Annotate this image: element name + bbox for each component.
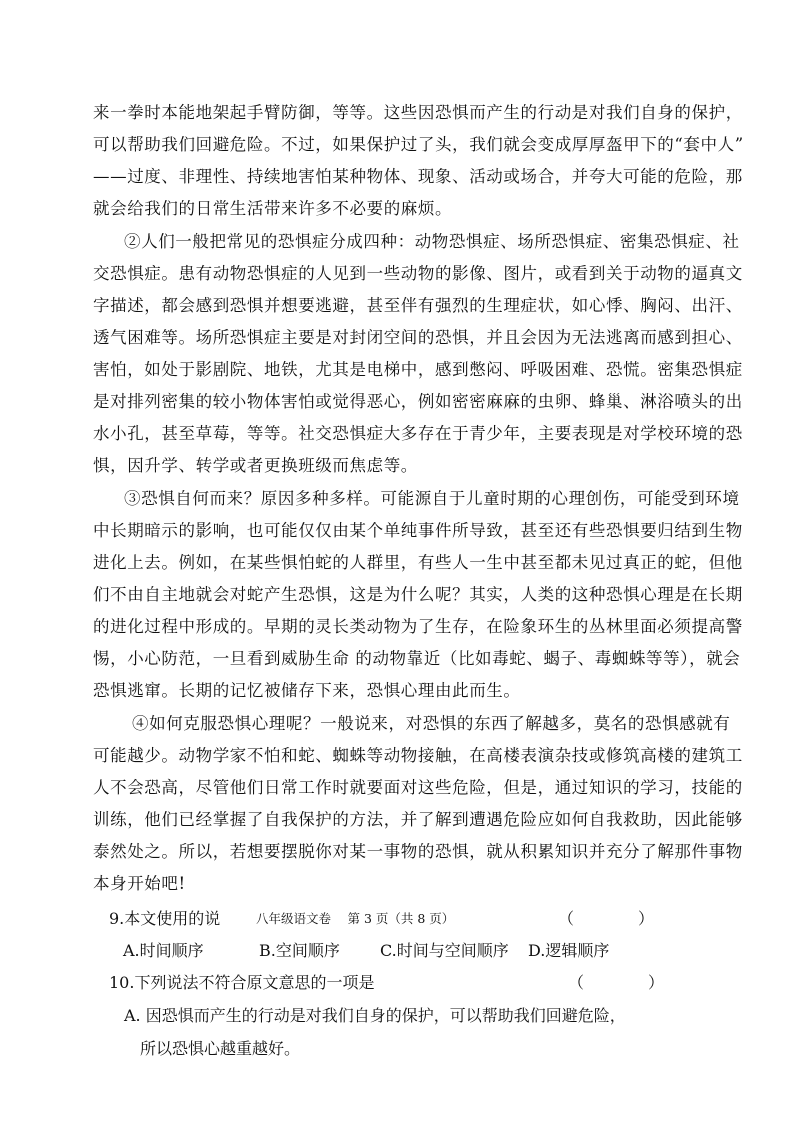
paragraph-3-line-4: 们不由自主地就会对蛇产生恐惧，这是为什么呢？其实，人类的这种恐惧心理是在长期 [93, 585, 743, 604]
question-10-stem: 10.下列说法不符合原文意思的一项是 [109, 973, 375, 992]
paragraph-3-line-1: ③恐惧自何而来？原因多种多样。可能源自于儿童时期的心理创伤，可能受到环境 [124, 489, 740, 508]
paragraph-2-line-3: 字描述，都会感到恐惧并想要逃避，甚至伴有强烈的生理症状，如心悸、胸闷、出汗、 [93, 296, 743, 315]
question-9-option-a[interactable]: A.时间顺序 [123, 941, 204, 960]
paragraph-2-line-6: 是对排列密集的较小物体害怕或觉得恶心，例如密密麻麻的虫卵、蜂巢、淋浴喷头的出 [93, 392, 743, 411]
paragraph-4-line-4: 训练，他们已经掌握了自我保护的方法，并了解到遭遇危险应如何自我救助，因此能够 [93, 810, 743, 829]
paragraph-4-line-3: 人不会恐高，尽管他们日常工作时就要面对这些危险，但是，通过知识的学习，技能的 [93, 778, 743, 797]
paragraph-4-line-6: 本身开始吧! [93, 874, 186, 893]
question-9-option-c[interactable]: C.时间与空间顺序 [380, 941, 509, 960]
paragraph-1-line-4: 就会给我们的日常生活带来许多不必要的麻烦。 [93, 199, 453, 218]
page-footer: 八年级语文卷 第 3 页（共 8 页） [256, 911, 455, 926]
paragraph-1-line-3: ——过度、非理性、持续地害怕某种物体、现象、活动或场合，并夸大可能的危险，那 [93, 167, 743, 186]
question-10-option-a-line-1[interactable]: A. 因恐惧而产生的行动是对我们自身的保护，可以帮助我们回避危险， [124, 1006, 626, 1025]
question-9-stem: 9.本文使用的说 [109, 909, 221, 928]
paragraph-2-line-8: 惧，因升学、转学或者更换班级而焦虑等。 [93, 456, 418, 475]
paragraph-3-line-5: 的进化过程中形成的。早期的灵长类动物为了生存，在险象环生的丛林里面必须提高警 [93, 617, 743, 636]
paragraph-4-line-2: 可能越少。动物学家不怕和蛇、蜘蛛等动物接触，在高楼表演杂技或修筑高楼的建筑工 [93, 746, 743, 765]
question-9-option-d[interactable]: D.逻辑顺序 [528, 941, 610, 960]
paragraph-4-line-5: 泰然处之。所以，若想要摆脱你对某一事物的恐惧，就从积累知识并充分了解那件事物 [93, 842, 743, 861]
paragraph-3-line-6: 惕，小心防范，一旦看到威胁生命 的动物靠近（比如毒蛇、蝎子、毒蜘蛛等等），就会 [93, 649, 741, 668]
paragraph-3-line-3: 进化上去。例如，在某些惧怕蛇的人群里，有些人一生中甚至都未见过真正的蛇，但他 [93, 553, 743, 572]
paragraph-2-line-2: 交恐惧症。患有动物恐惧症的人见到一些动物的影像、图片，或看到关于动物的逼真文 [93, 264, 743, 283]
paragraph-1-line-1: 来一拳时本能地架起手臂防御，等等。这些因恐惧而产生的行动是对我们自身的保护， [93, 103, 743, 122]
question-9-option-b[interactable]: B.空间顺序 [259, 941, 340, 960]
paragraph-2-line-1: ②人们一般把常见的恐惧症分成四种：动物恐惧症、场所恐惧症、密集恐惧症、社 [124, 232, 740, 251]
paragraph-1-line-2: 可以帮助我们回避危险。不过，如果保护过了头，我们就会变成厚厚盔甲下的“套中人” [93, 135, 744, 154]
paragraph-2-line-4: 透气困难等。场所恐惧症主要是对封闭空间的恐惧，并且会因为无法逃离而感到担心、 [93, 328, 743, 347]
question-9-answer-blank[interactable]: （ ） [558, 909, 655, 928]
question-10-answer-blank[interactable]: （ ） [568, 973, 665, 992]
paragraph-2-line-7: 水小孔，甚至草莓，等等。社交恐惧症大多存在于青少年，主要表现是对学校环境的恐 [93, 424, 743, 443]
paragraph-2-line-5: 害怕，如处于影剧院、地铁，尤其是电梯中，感到憋闷、呼吸困难、恐慌。密集恐惧症 [93, 360, 743, 379]
paragraph-4-line-1: ④如何克服恐惧心理呢？一般说来，对恐惧的东西了解越多，莫名的恐惧感就有 [132, 714, 731, 733]
paragraph-3-line-7: 恐惧逃窜。长期的记忆被储存下来，恐惧心理由此而生。 [93, 681, 521, 700]
question-10-option-a-line-2[interactable]: 所以恐惧心越重越好。 [140, 1039, 301, 1058]
paragraph-3-line-2: 中长期暗示的影响，也可能仅仅由某个单纯事件所导致，甚至还有些恐惧要归结到生物 [93, 521, 743, 540]
